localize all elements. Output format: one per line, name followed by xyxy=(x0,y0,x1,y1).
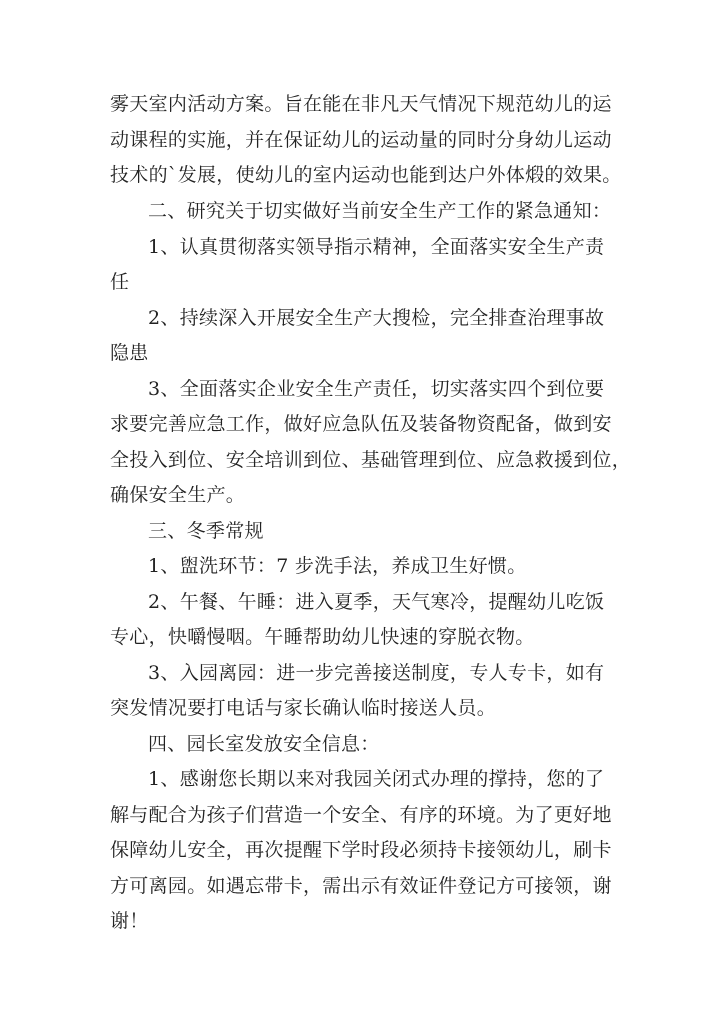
text-line: 3、入园离园：进一步完善接送制度，专人专卡，如有 xyxy=(148,662,605,684)
text-line: 任 xyxy=(110,271,130,293)
text-line: 专心，快嚼慢咽。午睡帮助幼儿快速的穿脱衣物。 xyxy=(110,626,535,648)
text-line: 1、感谢您长期以来对我园关闭式办理的撑持，您的了 xyxy=(148,768,605,790)
text-line: 技术的`发展，使幼儿的室内运动也能到达户外体煅的效果。 xyxy=(110,164,622,186)
text-line: 3、全面落实企业安全生产责任，切实落实四个到位要 xyxy=(148,378,605,400)
text-line: 确保安全生产。 xyxy=(110,484,246,506)
text-line: 2、持续深入开展安全生产大搜检，完全排查治理事故 xyxy=(148,307,605,329)
text-line: 解与配合为孩子们营造一个安全、有序的环境。为了更好地 xyxy=(110,804,612,826)
text-line: 1、盥洗环节：7 步洗手法，养成卫生好惯。 xyxy=(148,555,527,577)
section-heading: 三、冬季常规 xyxy=(148,520,264,542)
text-line: 动课程的实施，并在保证幼儿的运动量的同时分身幼儿运动 xyxy=(110,129,612,151)
text-line: 雾天室内活动方案。旨在能在非凡天气情况下规范幼儿的运 xyxy=(110,93,612,115)
text-line: 1、认真贯彻落实领导指示精神，全面落实安全生产责 xyxy=(148,236,605,258)
text-line: 2、午餐、午睡：进入夏季，天气寒冷，提醒幼儿吃饭 xyxy=(148,591,605,613)
text-line: 方可离园。如遇忘带卡，需出示有效证件登记方可接领，谢 xyxy=(110,875,612,897)
text-line: 谢！ xyxy=(110,910,149,932)
section-heading: 二、研究关于切实做好当前安全生产工作的紧急通知： xyxy=(148,200,612,222)
text-line: 求要完善应急工作，做好应急队伍及装备物资配备，做到安 xyxy=(110,413,612,435)
text-line: 保障幼儿安全，再次提醒下学时段必须持卡接领幼儿，刷卡 xyxy=(110,839,612,861)
section-heading: 四、园长室发放安全信息： xyxy=(148,733,380,755)
text-line: 全投入到位、安全培训到位、基础管理到位、应急救援到位， xyxy=(110,449,632,471)
text-line: 隐患 xyxy=(110,342,149,364)
text-line: 突发情况要打电话与家长确认临时接送人员。 xyxy=(110,697,497,719)
